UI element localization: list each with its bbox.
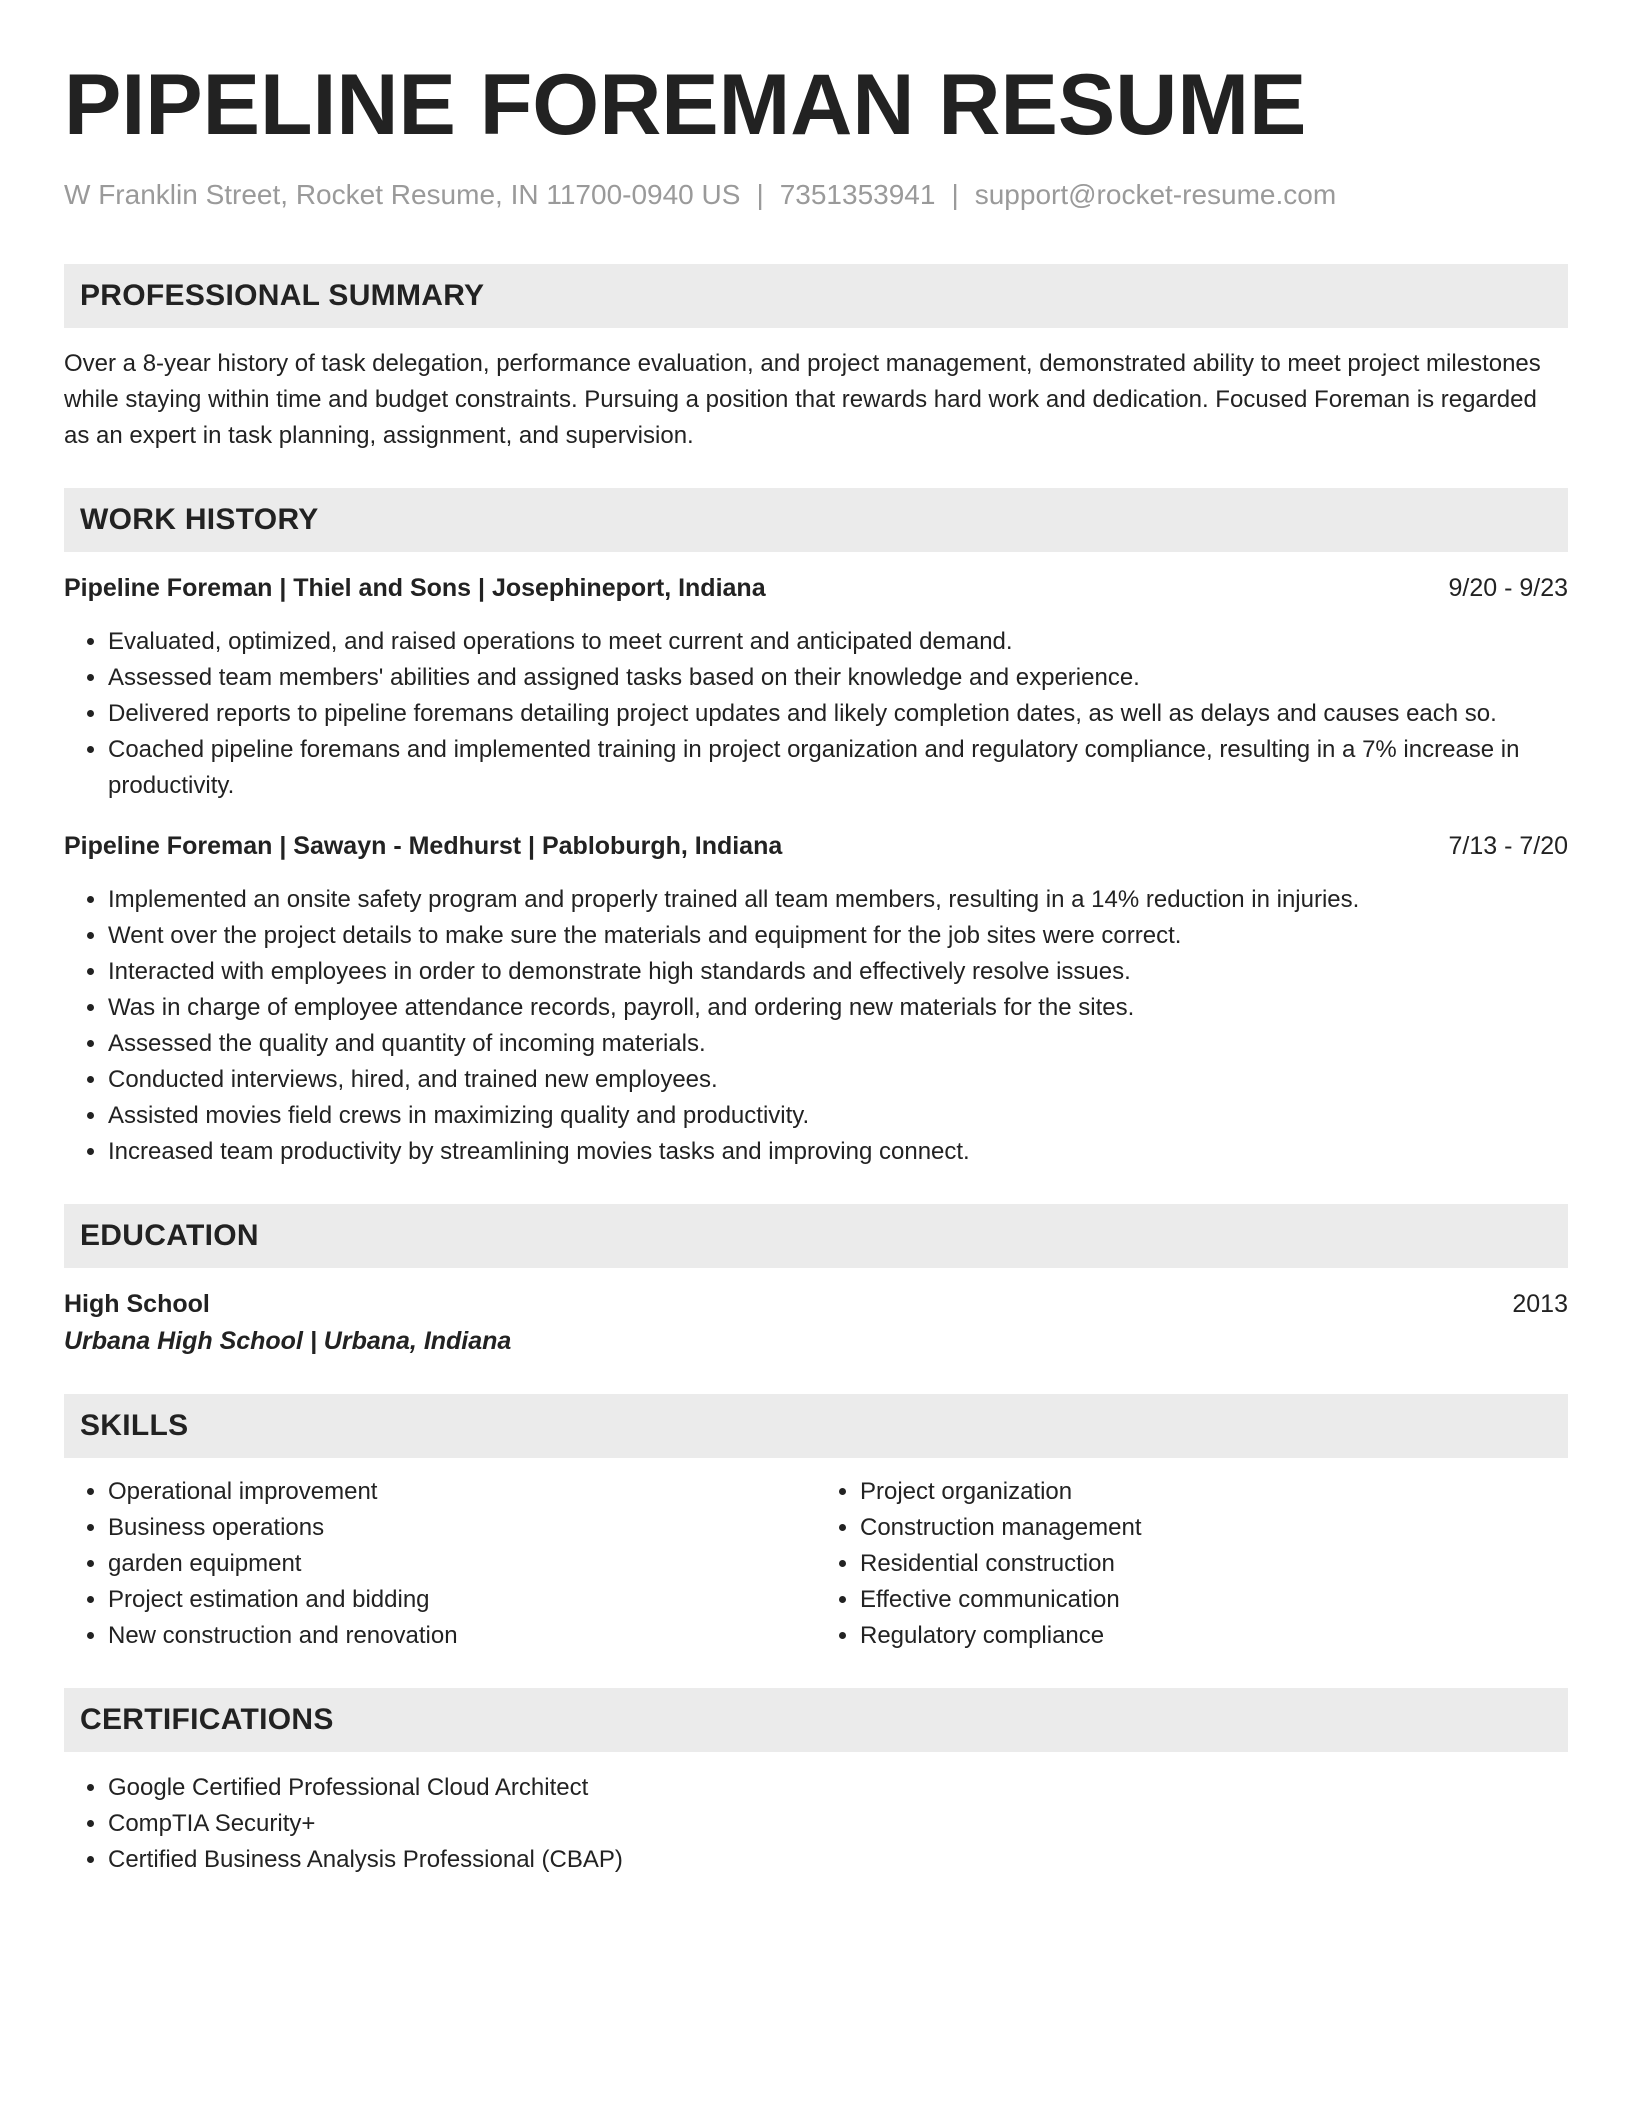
section-heading-skills: SKILLS [64,1394,1568,1458]
job-bullet-list [64,624,1568,804]
job-bullet: • Interacted with employees in order to demonstrate high standards and effectively resolve issues. [108,954,1568,990]
skill-item: • Residential construction [860,1546,1568,1582]
skill-item: • New construction and renovation [108,1618,816,1654]
contact-line [64,178,1568,212]
job-header [64,828,1568,864]
education-degree: High School [64,1290,210,1318]
job-header [64,570,1568,606]
section-heading-education: EDUCATION [64,1204,1568,1268]
job-bullet: • Evaluated, optimized, and raised operations to meet current and anticipated demand. [108,624,1568,660]
education-school: Urbana High School | Urbana, Indiana [64,1327,512,1355]
job-bullet: • Was in charge of employee attendance records, payroll, and ordering new materials for the sites. [108,990,1568,1026]
skills-column-right [816,1474,1568,1654]
skill-item: • Project organization [860,1474,1568,1510]
job-dates: 9/20 - 9/23 [1448,574,1568,602]
education-year: 2013 [1512,1290,1568,1318]
skill-item: • Business operations [108,1510,816,1546]
summary-text: Over a 8-year history of task delegation, performance evaluation, and project management, demonstrated ability to meet project milestones while staying within time and budget constraints. Pursuing a position that rewards hard work and dedication. Focused Foreman is regarded as an expert in task planning, assignment, and supervision. [64,350,1541,449]
job-title: Pipeline Foreman | Sawayn - Medhurst | Pabloburgh, Indiana [64,832,783,860]
skills-grid [64,1474,1568,1654]
job-title: Pipeline Foreman | Thiel and Sons | Josephineport, Indiana [64,574,766,602]
skill-item: • garden equipment [108,1546,816,1582]
job-bullet: • Assisted movies field crews in maximizing quality and productivity. [108,1098,1568,1134]
job-bullet: • Conducted interviews, hired, and trained new employees. [108,1062,1568,1098]
job-bullet: • Coached pipeline foremans and implemented training in project organization and regulatory compliance, resulting in a 7% increase in productivity. [108,732,1568,804]
certification-item: • Certified Business Analysis Professional (CBAP) [108,1842,1568,1878]
contact-address: W Franklin Street, Rocket Resume, IN 11700-0940 US [64,179,741,210]
resume-title: PIPELINE FOREMAN RESUME [64,57,1307,153]
job-dates: 7/13 - 7/20 [1448,832,1568,860]
section-heading-summary: PROFESSIONAL SUMMARY [64,264,1568,328]
contact-phone: 7351353941 [779,179,936,210]
contact-separator: | [756,179,764,210]
skill-item: • Operational improvement [108,1474,816,1510]
certification-item: • Google Certified Professional Cloud Architect [108,1770,1568,1806]
contact-email: support@rocket-resume.com [974,179,1337,210]
job-bullet: • Went over the project details to make sure the materials and equipment for the job sites were correct. [108,918,1568,954]
skills-column-left [64,1474,816,1654]
job-bullet: • Delivered reports to pipeline foremans detailing project updates and likely completion dates, as well as delays and causes each so. [108,696,1568,732]
job-bullet: • Increased team productivity by streamlining movies tasks and improving connect. [108,1134,1568,1170]
education-header [64,1286,1568,1322]
job-bullet: • Implemented an onsite safety program and properly trained all team members, resulting in a 14% reduction in injuries. [108,882,1568,918]
skill-item: • Construction management [860,1510,1568,1546]
certification-list [64,1770,1568,1878]
skill-item: • Regulatory compliance [860,1618,1568,1654]
skill-item: • Project estimation and bidding [108,1582,816,1618]
section-heading-work-history: WORK HISTORY [64,488,1568,552]
job-bullet-list [64,882,1568,1170]
job-bullet: • Assessed the quality and quantity of incoming materials. [108,1026,1568,1062]
contact-separator: | [951,179,959,210]
skill-item: • Effective communication [860,1582,1568,1618]
certification-item: • CompTIA Security+ [108,1806,1568,1842]
job-bullet: • Assessed team members' abilities and assigned tasks based on their knowledge and experience. [108,660,1568,696]
section-heading-certifications: CERTIFICATIONS [64,1688,1568,1752]
